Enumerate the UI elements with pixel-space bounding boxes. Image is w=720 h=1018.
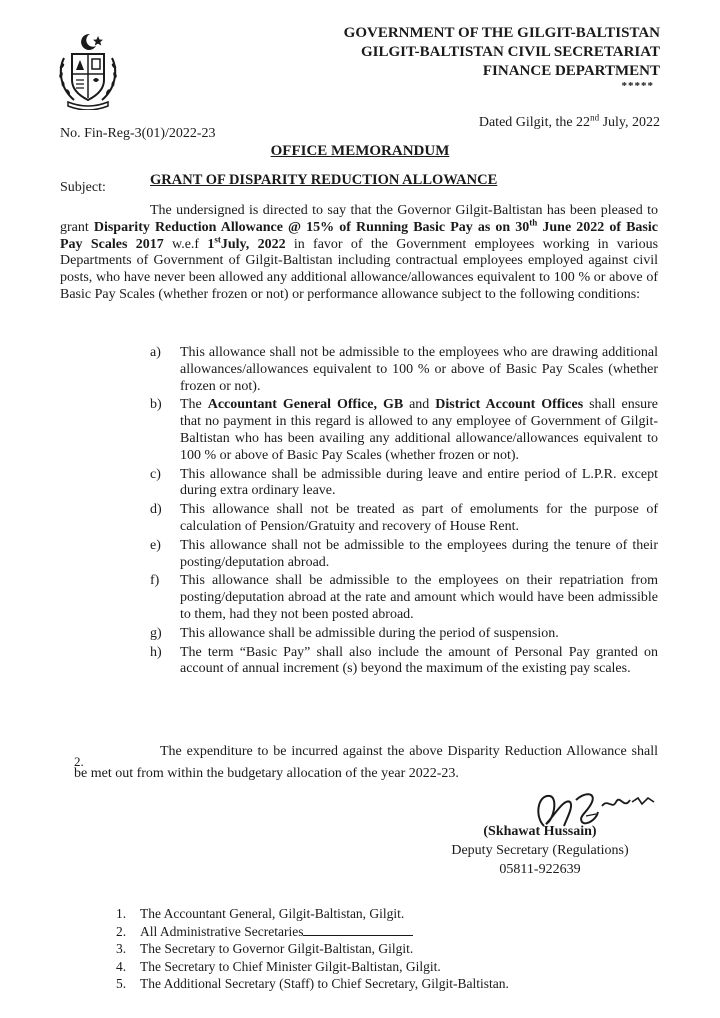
reference-number: No. Fin-Reg-3(01)/2022-23 <box>60 126 216 141</box>
condition-item: c) This allowance shall be admissible during leave and entire period of L.P.R. except during extra ordinary leave. <box>150 466 658 499</box>
condition-item: a) This allowance shall not be admissible to the employees who are drawing additional allowances/allowances equivalent to 100 % or above of Basic Pay Scales (whether frozen or not). <box>150 345 658 394</box>
condition-item: e) This allowance shall not be admissible to the employees during the tenure of their posting/deputation abroad. <box>150 537 658 570</box>
subject-text: GRANT OF DISPARITY REDUCTION ALLOWANCE <box>150 172 498 188</box>
distribution-item: 4. The Secretary to Chief Minister Gilgit-Baltistan, Gilgit. <box>116 958 441 974</box>
distribution-item: 3. The Secretary to Governor Gilgit-Baltistan, Gilgit. <box>116 941 414 956</box>
signatory-designation: Deputy Secretary (Regulations) <box>451 843 629 858</box>
signatory-phone: 05811-922639 <box>499 862 581 877</box>
body-paragraph: The undersigned is directed to say that the Governor Gilgit-Baltistan has been pleased to grant Disparity Reduction Allowance @ 15% of Running Basic Pay as on 30th June 2022 of Basic Pay Scales 2017 w.e.f 1stJuly, 2022 in favor of the Government employees working in various Departments of Government of Gilgit-Baltistan including contractual employees employed against civil posts, who have never been allowed any additional allowance/allowances equivalent to 100 % or above of Basic Pay Scales (whether frozen or not) or performance allowance subject to the following conditions: <box>60 203 659 302</box>
distribution-item: 2. All Administrative Secretaries <box>116 923 509 941</box>
paragraph-2-number: 2. <box>74 754 84 769</box>
condition-item: d) This allowance shall not be treated as part of emoluments for the purpose of calculation of Pension/Gratuity and recovery of House Rent. <box>150 502 658 534</box>
blank-line <box>303 925 413 936</box>
subject-label: Subject: <box>60 180 106 195</box>
header-stars: ***** <box>621 80 654 92</box>
paragraph-2-text: The expenditure to be incurred against the above Disparity Reduction Allowance shall be met out from within the budgetary allocation of the year 2022-23. <box>74 744 658 781</box>
condition-item: f) This allowance shall be admissible to the employees on their repatriation from posting/deputation abroad at the rate and amount which would have been admissible to them, had they not been posted abroad. <box>150 573 658 622</box>
header-government: GOVERNMENT OF THE GILGIT-BALTISTAN <box>343 25 660 41</box>
government-emblem-icon <box>52 30 124 110</box>
distribution-list <box>116 905 509 993</box>
condition-item: g) This allowance shall be admissible during the period of suspension. <box>150 625 559 641</box>
date-line: Dated Gilgit, the 22nd July, 2022 <box>478 112 660 130</box>
condition-item: b) The Accountant General Office, GB and District Account Offices shall ensure that no payment in this regard is allowed to any employee of Government of Gilgit-Baltistan who has been availing any additional allowance/allowances equivalent to 100 % or above of Basic Pay Scales (whether frozen or not). <box>150 397 659 463</box>
distribution-item: 5. The Additional Secretary (Staff) to Chief Secretary, Gilgit-Baltistan. <box>116 976 509 991</box>
conditions-list <box>150 345 658 680</box>
memo-title: OFFICE MEMORANDUM <box>270 143 450 159</box>
condition-item: h) The term “Basic Pay” shall also include the amount of Personal Pay granted on account of annual increment (s) beyond the maximum of the existing pay scales. <box>150 644 658 677</box>
signature-block <box>430 822 650 879</box>
header-secretariat: GILGIT-BALTISTAN CIVIL SECRETARIAT <box>361 44 660 60</box>
header-department: FINANCE DEPARTMENT <box>482 63 660 79</box>
signatory-name: (Skhawat Hussain) <box>483 824 597 839</box>
distribution-item: 1. The Accountant General, Gilgit-Baltistan, Gilgit. <box>116 906 405 921</box>
